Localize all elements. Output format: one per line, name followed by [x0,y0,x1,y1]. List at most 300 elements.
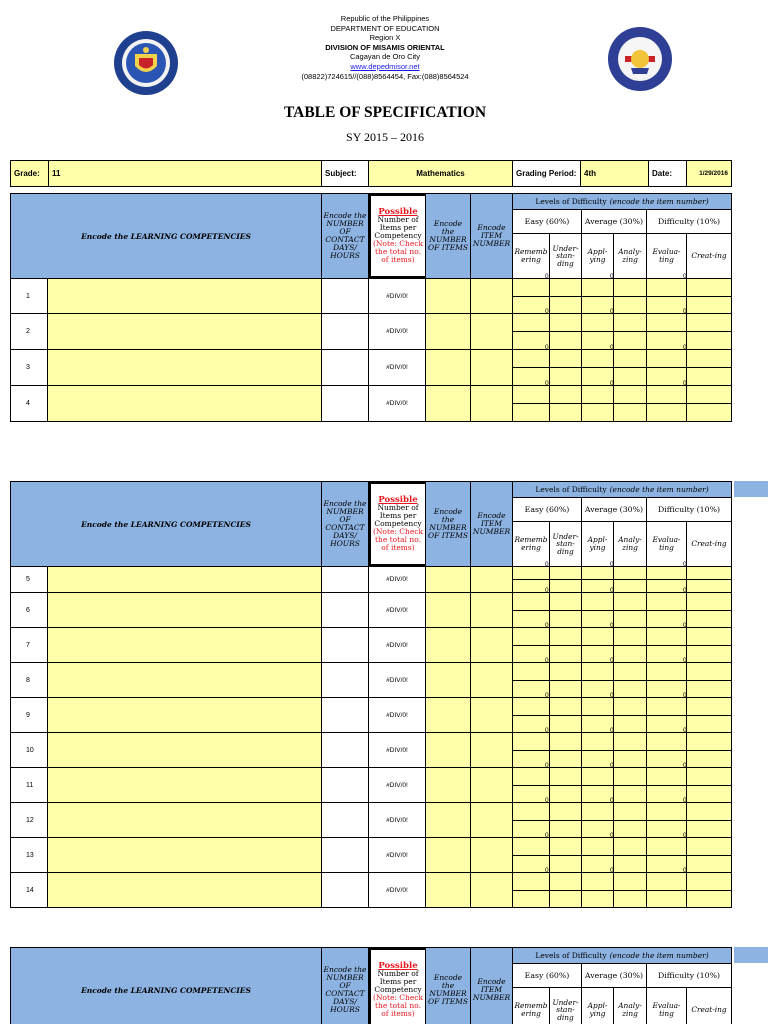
competency-cell[interactable] [48,873,322,907]
contact-days-cell[interactable] [322,386,369,421]
competency-cell[interactable] [48,567,322,592]
item-number-entry[interactable] [647,786,687,803]
number-of-items-cell[interactable] [426,873,471,907]
header-line: Appl- [587,535,608,545]
item-number-entry[interactable] [687,580,731,592]
item-number-entry[interactable] [582,344,614,367]
item-number-entry[interactable] [614,297,647,314]
levels-of-difficulty-header [513,948,731,1024]
possible-items-cell: #DIV/0! [369,386,426,421]
item-number-entry[interactable] [550,786,582,803]
number-of-items-cell[interactable] [426,628,471,662]
possible-items-cell: #DIV/0! [369,593,426,627]
item-number-entry[interactable] [550,698,582,715]
learning-competencies-header: Encode the LEARNING COMPETENCIES [11,194,322,278]
number-of-items-cell[interactable] [426,838,471,872]
item-number-entry[interactable] [687,751,731,768]
row-number: 12 [11,803,48,837]
item-number-entry[interactable] [513,891,550,908]
difficulty-subrow [513,797,731,820]
analyzing-header [614,522,647,566]
evaluating-header [647,522,687,566]
easy-group: Easy (60%) [513,498,582,521]
contact-days-cell[interactable] [322,838,369,872]
header-line: NUMBER [472,239,511,248]
header-line: ering [521,255,541,264]
contact-days-cell[interactable] [322,768,369,802]
possible-items-cell: #DIV/0! [369,279,426,313]
number-of-items-cell[interactable] [426,386,471,421]
item-number-entry[interactable] [582,657,614,680]
item-number-entry[interactable] [550,611,582,628]
item-number-cell[interactable] [471,314,513,349]
number-of-items-cell[interactable] [426,768,471,802]
item-number-entry[interactable] [687,821,731,838]
item-number-entry[interactable] [614,803,647,820]
competency-cell[interactable] [48,314,322,349]
document-title: TABLE OF SPECIFICATION [283,104,487,121]
competency-cell[interactable] [48,838,322,872]
competency-cell[interactable] [48,698,322,732]
item-number-entry[interactable] [550,628,582,645]
item-number-entry[interactable] [647,580,687,592]
header-line: ding [557,1012,574,1022]
row-number: 4 [11,386,48,421]
zero-marker: 0 [545,587,549,594]
region-line: Region X [369,33,401,43]
header-line: Rememb [514,1001,548,1011]
item-number-entry[interactable] [647,751,687,768]
item-number-entry[interactable] [582,832,614,855]
item-number-entry[interactable] [550,332,582,349]
item-number-entry[interactable] [550,663,582,680]
item-number-entry[interactable] [687,368,731,385]
header-line: HOURS [330,251,360,260]
item-number-cell[interactable] [471,593,513,627]
contact-days-cell[interactable] [322,350,369,385]
website-link[interactable]: www.depedmisor.net [350,61,420,71]
item-number-entry[interactable] [687,350,731,367]
zero-marker: 0 [610,273,614,280]
zero-marker: 0 [683,797,687,804]
item-number-entry[interactable] [550,768,582,785]
item-number-entry[interactable] [582,727,614,750]
applying-header [582,988,614,1024]
grading-period-value[interactable]: 4th [581,161,649,186]
item-number-entry[interactable] [647,681,687,698]
item-number-entry[interactable] [614,350,647,367]
republic-line: Republic of the Philippines [340,14,430,23]
zero-marker: 0 [610,380,614,387]
grading-period-label: Grading Period: [513,161,581,186]
header-line: ting [659,543,674,552]
item-number-cell[interactable] [471,733,513,767]
item-number-entry[interactable] [614,873,647,890]
item-number-entry[interactable] [647,867,687,890]
header-line: NUMBER [326,219,364,228]
item-number-entry[interactable] [513,797,550,820]
possible-items-cell: #DIV/0! [369,314,426,349]
item-number-entry[interactable] [550,733,582,750]
item-number-entry[interactable] [513,587,550,610]
zero-marker: 0 [683,561,687,568]
item-number-entry[interactable] [687,404,731,421]
average-group: Average (30%) [582,964,647,987]
item-number-entry[interactable] [582,692,614,715]
item-number-entry[interactable] [647,797,687,820]
competency-cell[interactable] [48,386,322,421]
header-line: NUMBER [472,527,511,536]
item-number-entry[interactable] [582,867,614,890]
item-number-entry[interactable] [582,404,614,421]
item-number-entry[interactable] [550,821,582,838]
item-number-entry[interactable] [687,856,731,873]
zero-marker: 0 [610,561,614,568]
item-number-entry[interactable] [614,698,647,715]
item-number-entry[interactable] [647,404,687,421]
item-number-cell[interactable] [471,698,513,732]
number-of-items-cell[interactable] [426,314,471,349]
item-number-entry[interactable] [582,891,614,908]
item-number-entry[interactable] [614,593,647,610]
difficulty-group: Difficulty (10%) [657,971,721,980]
number-of-items-cell[interactable] [426,733,471,767]
item-number-entry[interactable] [614,332,647,349]
header-line: Encode [433,973,463,982]
contact-days-cell[interactable] [322,698,369,732]
header-line: stan- [556,1005,575,1015]
item-number-entry[interactable] [582,762,614,785]
item-number-cell[interactable] [471,873,513,907]
item-number-entry[interactable] [550,891,582,908]
header-line: Evalua- [652,247,681,257]
competency-cell[interactable] [48,733,322,767]
item-number-entry[interactable] [614,716,647,733]
item-number-entry[interactable] [647,692,687,715]
item-number-entry[interactable] [614,580,647,592]
note-line: the total no. [374,1001,422,1010]
number-of-items-cell[interactable] [426,698,471,732]
item-number-entry[interactable] [614,386,647,403]
zero-marker: 0 [610,727,614,734]
header-line: Items per [379,977,417,986]
header-line: OF ITEMS [428,243,468,252]
row-number: 9 [11,698,48,732]
difficulty-groups [513,210,731,234]
remembering-header [513,234,550,278]
header-line: Evalua- [652,1001,681,1011]
item-number-entry[interactable] [687,716,731,733]
item-number-entry[interactable] [582,622,614,645]
item-number-cell[interactable] [471,803,513,837]
item-number-entry[interactable] [614,404,647,421]
item-number-entry[interactable] [550,681,582,698]
item-number-entry[interactable] [687,838,731,855]
item-number-entry[interactable] [550,751,582,768]
item-number-entry[interactable] [614,733,647,750]
item-number-entry[interactable] [582,587,614,610]
header-line: Under- [552,997,579,1007]
item-number-entry[interactable] [550,838,582,855]
difficulty-subrow [513,380,731,403]
item-number-entry[interactable] [687,628,731,645]
zero-marker: 0 [545,344,549,351]
item-number-entry[interactable] [687,786,731,803]
contact-days-cell[interactable] [322,803,369,837]
item-number-entry[interactable] [614,786,647,803]
item-number-entry[interactable] [647,891,687,908]
date-value[interactable]: 1/29/2016 [687,161,731,186]
header-line: the [441,227,455,236]
item-number-entry[interactable] [513,273,550,296]
item-number-entry[interactable] [647,646,687,663]
item-number-entry[interactable] [647,856,687,873]
item-number-entry[interactable] [513,727,550,750]
levels-note: (encode the item number) [609,951,709,960]
item-number-entry[interactable] [647,832,687,855]
table-row [10,727,732,768]
levels-note: (encode the item number) [609,197,709,206]
item-number-entry[interactable] [687,646,731,663]
item-number-entry[interactable] [687,891,731,908]
table-row [10,561,732,593]
contact-days-cell[interactable] [322,873,369,907]
header-line: OF ITEMS [428,531,468,540]
understanding-header [550,522,582,566]
zero-marker: 0 [610,657,614,664]
contact-days-header [322,482,369,566]
item-number-entry[interactable] [513,762,550,785]
item-number-entry[interactable] [647,762,687,785]
item-number-entry[interactable] [647,273,687,296]
item-number-entry[interactable] [647,297,687,314]
number-of-items-cell[interactable] [426,567,471,592]
item-number-entry[interactable] [550,873,582,890]
competency-cell[interactable] [48,593,322,627]
contact-days-cell[interactable] [322,593,369,627]
item-number-entry[interactable] [513,380,550,403]
header-line: Appl- [587,247,608,257]
difficulty-subrow [513,587,731,610]
item-number-entry[interactable] [647,344,687,367]
item-number-entry[interactable] [647,622,687,645]
item-number-entry[interactable] [550,580,582,592]
item-number-entry[interactable] [513,344,550,367]
item-number-entry[interactable] [687,873,731,890]
item-number-entry[interactable] [614,567,647,579]
item-number-entry[interactable] [513,657,550,680]
item-number-entry[interactable] [614,856,647,873]
item-number-entry[interactable] [687,663,731,680]
note-line: (Note: Check [372,993,424,1002]
difficulty-groups [513,964,731,988]
item-number-cell[interactable] [471,838,513,872]
item-number-cell[interactable] [471,628,513,662]
header-line: DAYS/ [333,243,357,252]
item-number-entry[interactable] [582,308,614,331]
competency-cell[interactable] [48,803,322,837]
difficulty-subrow [513,344,731,367]
item-number-entry[interactable] [614,838,647,855]
item-number-entry[interactable] [647,611,687,628]
competency-cell[interactable] [48,628,322,662]
number-of-items-cell[interactable] [426,593,471,627]
zero-marker: 0 [610,308,614,315]
item-number-entry[interactable] [687,593,731,610]
note-line: of items) [381,543,415,552]
header-line: ITEM [480,231,503,240]
competency-cell[interactable] [48,350,322,385]
header-line: stan- [556,539,575,549]
item-number-entry[interactable] [614,646,647,663]
item-number-entry[interactable] [614,751,647,768]
number-of-items-cell[interactable] [426,279,471,313]
item-number-entry[interactable] [647,821,687,838]
item-number-entry[interactable] [550,593,582,610]
analyzing-header [614,988,647,1024]
item-number-entry[interactable] [550,386,582,403]
number-of-items-cell[interactable] [426,663,471,697]
item-number-entry[interactable] [550,404,582,421]
header-line: OF [339,981,351,990]
number-of-items-cell[interactable] [426,803,471,837]
item-number-entry[interactable] [687,567,731,579]
contact-days-header [322,194,369,278]
item-number-entry[interactable] [614,368,647,385]
item-number-entry[interactable] [647,380,687,403]
item-number-entry[interactable] [582,561,614,579]
header-line: Rememb [514,247,548,257]
subject-value[interactable]: Mathematics [369,161,513,186]
item-number-entry[interactable] [550,350,582,367]
item-number-entry[interactable] [647,587,687,610]
item-number-cell[interactable] [471,279,513,313]
contact-days-cell[interactable] [322,314,369,349]
item-number-entry[interactable] [687,279,731,296]
item-number-entry[interactable] [687,611,731,628]
possible-items-header [369,948,426,1024]
difficulty-subrow [513,403,731,421]
table-row [10,692,732,733]
info-bar [10,160,732,187]
item-number-entry[interactable] [687,698,731,715]
grade-value[interactable]: 11 [49,161,322,186]
item-number-entry[interactable] [647,716,687,733]
item-number-entry[interactable] [687,332,731,349]
item-number-entry[interactable] [647,657,687,680]
difficulty-subrow [513,762,731,785]
item-number-entry[interactable] [513,561,550,579]
note-line: the total no. [374,247,422,256]
item-number-entry[interactable] [614,891,647,908]
item-number-entry[interactable] [614,279,647,296]
header-line: zing [622,543,638,552]
item-number-entry[interactable] [550,567,582,579]
competency-cell[interactable] [48,663,322,697]
item-number-entry[interactable] [687,386,731,403]
analyzing-header [614,234,647,278]
header-line: NUMBER [326,973,364,982]
tos-table-section [10,193,732,437]
header-line: Encode [433,507,463,516]
item-number-entry[interactable] [513,692,550,715]
item-number-cell[interactable] [471,768,513,802]
item-number-header [471,194,513,278]
header-line: OF [339,227,351,236]
item-number-entry[interactable] [513,622,550,645]
zero-marker: 0 [610,344,614,351]
contact-days-cell[interactable] [322,663,369,697]
item-number-cell[interactable] [471,350,513,385]
item-number-entry[interactable] [513,404,550,421]
item-number-entry[interactable] [687,681,731,698]
contact-days-cell[interactable] [322,733,369,767]
contact-days-cell[interactable] [322,628,369,662]
zero-marker: 0 [545,380,549,387]
item-number-entry[interactable] [550,314,582,331]
item-number-entry[interactable] [513,832,550,855]
item-number-entry[interactable] [550,803,582,820]
header-line: NUMBER [429,523,467,532]
item-number-entry[interactable] [550,279,582,296]
item-number-cell[interactable] [471,663,513,697]
contact-days-cell[interactable] [322,279,369,313]
item-number-entry[interactable] [614,611,647,628]
item-number-entry[interactable] [582,797,614,820]
item-number-entry[interactable] [647,561,687,579]
item-number-entry[interactable] [550,368,582,385]
item-number-cell[interactable] [471,567,513,592]
item-number-entry[interactable] [614,628,647,645]
item-number-entry[interactable] [614,821,647,838]
item-number-entry[interactable] [513,308,550,331]
item-number-entry[interactable] [582,380,614,403]
item-number-entry[interactable] [647,308,687,331]
item-number-entry[interactable] [582,273,614,296]
difficulty-subrow [513,727,731,750]
item-number-entry[interactable] [550,646,582,663]
item-number-entry[interactable] [614,663,647,680]
zero-marker: 0 [545,867,549,874]
item-number-entry[interactable] [550,716,582,733]
item-number-entry[interactable] [647,368,687,385]
item-number-entry[interactable] [647,727,687,750]
competency-cell[interactable] [48,279,322,313]
header-line: NUMBER [429,235,467,244]
item-number-entry[interactable] [687,803,731,820]
item-number-entry[interactable] [687,733,731,750]
contact-days-cell[interactable] [322,567,369,592]
zero-marker: 0 [610,622,614,629]
header-line: zing [622,255,638,264]
item-number-entry[interactable] [614,768,647,785]
competency-cell[interactable] [48,768,322,802]
levels-title [513,194,731,210]
item-number-cell[interactable] [471,386,513,421]
item-number-entry[interactable] [550,856,582,873]
item-number-entry[interactable] [550,297,582,314]
item-number-entry[interactable] [614,681,647,698]
number-of-items-cell[interactable] [426,350,471,385]
item-number-entry[interactable] [647,332,687,349]
item-number-entry[interactable] [513,867,550,890]
item-number-entry[interactable] [687,314,731,331]
item-number-entry[interactable] [614,314,647,331]
row-number: 1 [11,279,48,313]
item-number-entry[interactable] [687,768,731,785]
zero-marker: 0 [683,587,687,594]
item-number-entry[interactable] [687,297,731,314]
